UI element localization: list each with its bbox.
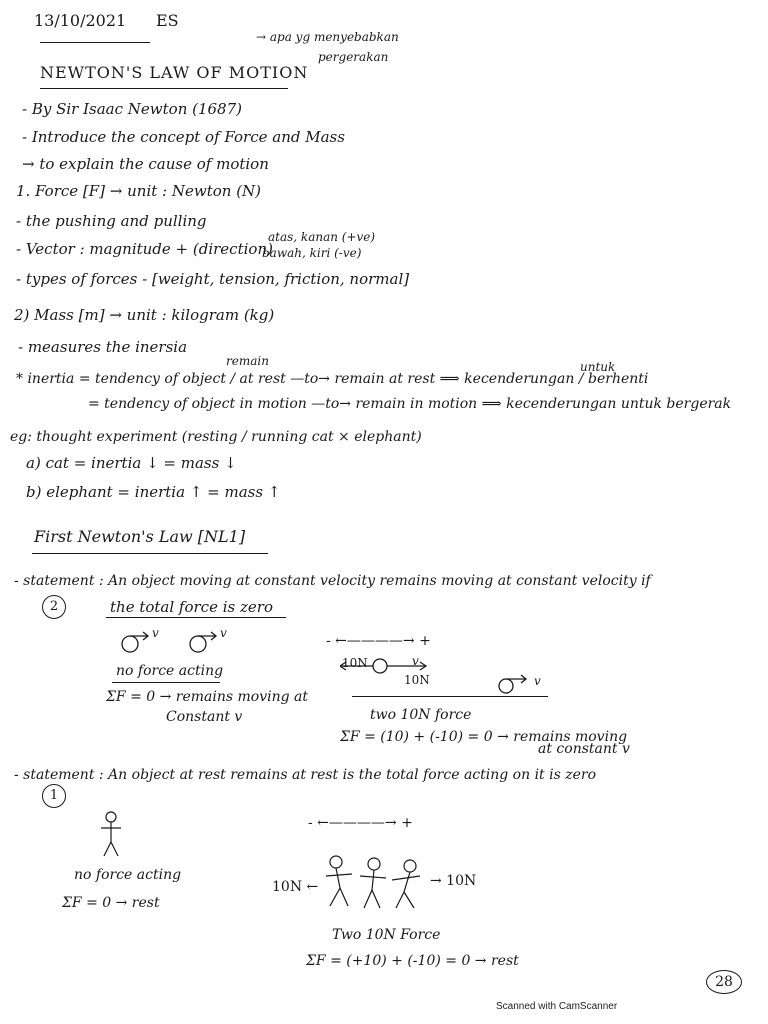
- constant-v: Constant v: [166, 709, 243, 725]
- ball-velocity-1: v: [152, 626, 159, 640]
- first-law-underline: [32, 553, 268, 554]
- number-2-circle: 2: [42, 595, 66, 619]
- cat-example: a) cat = inertia ↓ = mass ↓: [26, 454, 237, 472]
- no-force-label-2: no force acting: [74, 867, 182, 883]
- tug-of-war-figures: [318, 852, 428, 912]
- subject: ES: [156, 11, 179, 30]
- intro-line-1: - By Sir Isaac Newton (1687): [22, 100, 242, 118]
- inertia-def-1: * inertia = tendency of object / at rest —to→ remain at rest ⟹ kecenderungan / berhenti: [16, 371, 649, 387]
- sum-moving-2: ΣF = (10) + (-10) = 0 → remains moving: [340, 729, 628, 745]
- force-10n-left: 10N: [342, 656, 368, 670]
- at-constant-v: at constant v: [538, 741, 630, 757]
- stick-figure-person: [96, 810, 126, 860]
- axis-2: - ←————→ +: [308, 815, 413, 831]
- force-vector: - Vector : magnitude + (direction): [16, 240, 273, 258]
- statement-1: - statement : An object at rest remains at rest is the total force acting on it is zero: [14, 767, 597, 783]
- force-10n-right: 10N: [404, 673, 430, 687]
- date: 13/10/2021: [34, 11, 127, 30]
- remain-note: remain: [226, 354, 269, 368]
- scanner-footer: Scanned with CamScanner: [496, 1001, 618, 1012]
- two-force-label: two 10N force: [370, 707, 472, 723]
- sum-rest-2: ΣF = (+10) + (-10) = 0 → rest: [306, 953, 519, 969]
- direction-positive: atas, kanan (+ve): [268, 230, 376, 244]
- intro-line-3: → to explain the cause of motion: [22, 155, 269, 173]
- page-number: 28: [706, 970, 742, 994]
- no-force-underline: [112, 682, 220, 683]
- velocity-small: v: [412, 654, 419, 668]
- axis-1: - ←————→ +: [326, 633, 431, 649]
- title-underline: [40, 88, 288, 89]
- thought-experiment: eg: thought experiment (resting / running cat × elephant): [10, 429, 422, 445]
- intro-line-2: - Introduce the concept of Force and Mass: [22, 128, 345, 146]
- diagram-baseline: [352, 696, 548, 697]
- mass-measures: - measures the inersia: [18, 338, 188, 356]
- force-heading: 1. Force [F] → unit : Newton (N): [16, 182, 262, 200]
- mass-heading: 2) Mass [m] → unit : kilogram (kg): [14, 306, 275, 324]
- two-force-label-2: Two 10N Force: [332, 927, 441, 943]
- inertia-def-2: = tendency of object in motion —to→ remain in motion ⟹ kecenderungan untuk bergerak: [88, 396, 732, 412]
- force-pushing: - the pushing and pulling: [16, 212, 207, 230]
- sum-rest: ΣF = 0 → rest: [62, 895, 160, 911]
- ball-velocity-3: v: [534, 674, 541, 688]
- direction-negative: bawah, kiri (-ve): [262, 246, 362, 260]
- elephant-example: b) elephant = inertia ↑ = mass ↑: [26, 483, 281, 501]
- sum-moving: ΣF = 0 → remains moving at: [106, 689, 309, 705]
- untuk-note: untuk: [580, 360, 616, 374]
- no-force-label: no force acting: [116, 663, 224, 679]
- first-law-heading: First Newton's Law [NL1]: [34, 527, 246, 546]
- statement-2b: the total force is zero: [110, 598, 273, 616]
- annotation-line1: → apa yg menyebabkan: [256, 30, 399, 44]
- statement-2b-underline: [106, 617, 286, 618]
- force-types: - types of forces - [weight, tension, friction, normal]: [16, 270, 410, 288]
- statement-2a: - statement : An object moving at constant velocity remains moving at constant velocity if: [14, 573, 651, 589]
- annotation-line2: pergerakan: [318, 50, 389, 64]
- tug-force-left: 10N ←: [272, 879, 319, 895]
- ball-velocity-2: v: [220, 626, 227, 640]
- date-underline: [40, 42, 150, 43]
- number-1-circle: 1: [42, 784, 66, 808]
- tug-force-right: → 10N: [430, 873, 477, 889]
- page-title: NEWTON'S LAW OF MOTION: [40, 63, 309, 82]
- moving-ball-right: [494, 672, 534, 698]
